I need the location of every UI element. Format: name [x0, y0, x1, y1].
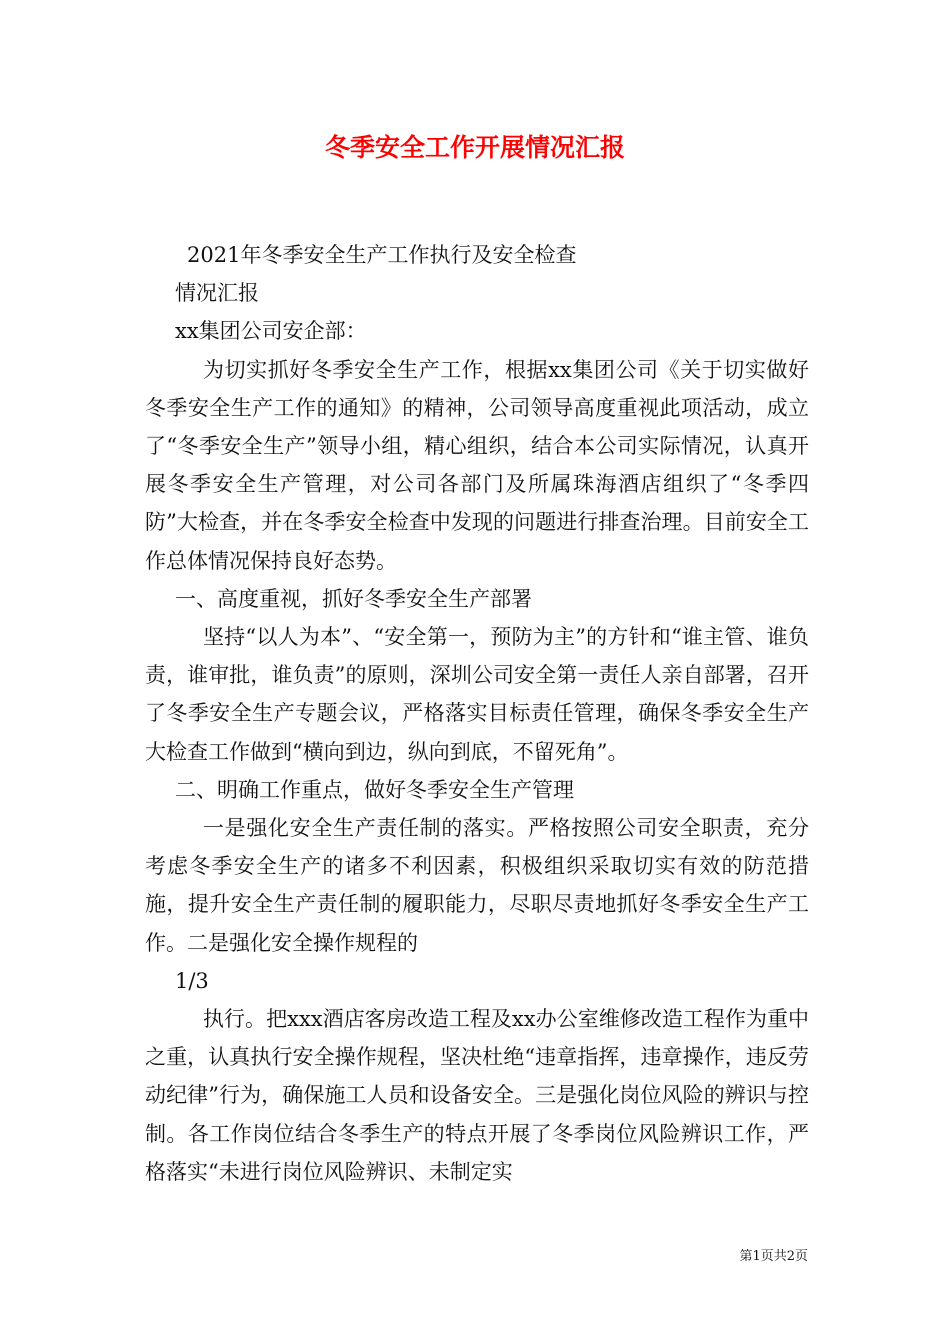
- page-number-footer: 第1页共2页: [739, 1249, 808, 1264]
- document-title: 冬季安全工作开展情况汇报: [324, 133, 625, 162]
- paragraph-subtitle-line2: 情况汇报: [175, 281, 259, 306]
- section-heading-2: 二、明确工作重点，做好冬季安全生产管理: [175, 777, 574, 802]
- paragraph-section-2: 一是强化安全生产责任制的落实。严格按照公司安全职责，充分考虑冬季安全生产的诸多不利因素，积极组织采取切实有效的防范措施，提升安全生产责任制的履职能力，尽职尽责地抓好冬季安全生产工作。二是强化安全操作规程的: [145, 816, 809, 955]
- paragraph-continuation: 执行。把xxx酒店客房改造工程及xx办公室维修改造工程作为重中之重，认真执行安全操作规程，坚决杜绝“违章指挥，违章操作，违反劳动纪律”行为，确保施工人员和设备安全。三是强化岗位风险的辨识与控制。各工作岗位结合冬季生产的特点开展了冬季岗位风险辨识工作，严格落实“未进行岗位风险辨识、未制定实: [145, 1007, 809, 1184]
- section-heading-1: 一、高度重视，抓好冬季安全生产部署: [175, 586, 532, 611]
- paragraph-section-1: 坚持“以人为本”、“安全第一，预防为主”的方针和“谁主管、谁负责，谁审批，谁负责”的原则，深圳公司安全第一责任人亲自部署，召开了冬季安全生产专题会议，严格落实目标责任管理，确保冬季安全生产大检查工作做到“横向到边，纵向到底，不留死角”。: [145, 625, 809, 764]
- document-body: [145, 236, 809, 1191]
- inline-page-marker: 1/3: [175, 968, 209, 993]
- paragraph-subtitle-line1: 2021年冬季安全生产工作执行及安全检查: [187, 243, 577, 267]
- paragraph-addressee: xx集团公司安企部：: [175, 319, 367, 344]
- paragraph-intro: 为切实抓好冬季安全生产工作，根据xx集团公司《关于切实做好冬季安全生产工作的通知》的精神，公司领导高度重视此项活动，成立了“冬季安全生产”领导小组，精心组织，结合本公司实际情况，认真开展冬季安全生产管理，对公司各部门及所属珠海酒店组织了“冬季四防”大检查，并在冬季安全检查中发现的问题进行排查治理。目前安全工作总体情况保持良好态势。: [145, 357, 809, 573]
